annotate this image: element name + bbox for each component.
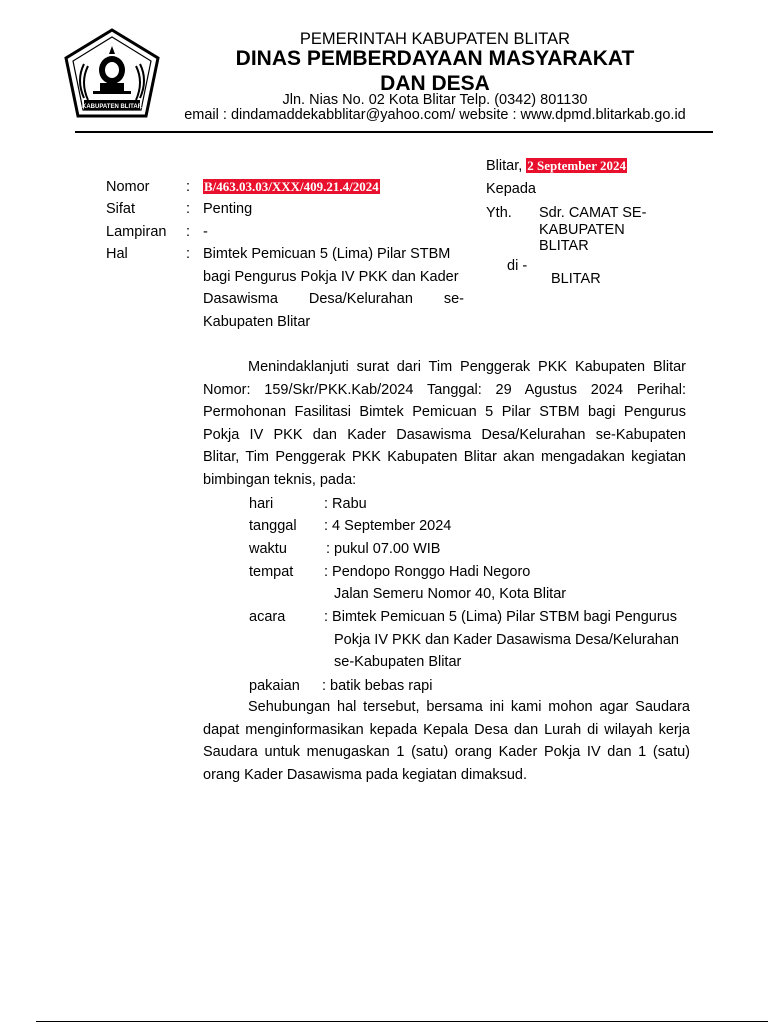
body-paragraph-2	[203, 696, 690, 786]
recipient-name-line: KABUPATEN	[539, 221, 625, 238]
letterhead-contact: email : dindamaddekabblitar@yahoo.com/ website : www.dpmd.blitarkab.go.id	[184, 107, 686, 123]
sifat-label: Sifat	[106, 201, 136, 217]
acara-label: acara	[249, 609, 286, 625]
colon: :	[186, 246, 191, 262]
hal-line: Kabupaten Blitar	[203, 313, 311, 330]
body-line: Saudara untuk menugaskan 1 (satu) orang Kader Pokja IV dan 1 (satu)	[203, 744, 690, 761]
nomor-value	[203, 176, 380, 199]
recipient-name-line: Sdr. CAMAT SE-	[539, 205, 647, 221]
letterhead-agency-line1: DINAS PEMBERDAYAAN MASYARAKAT	[235, 47, 635, 70]
recipient-name-line: BLITAR	[539, 238, 589, 254]
letterhead-government: PEMERINTAH KABUPATEN BLITAR	[299, 30, 571, 48]
nomor-label: Nomor	[106, 179, 150, 195]
letterhead-divider	[75, 131, 713, 133]
body-line: Sehubungan hal tersebut, bersama ini kami mohon agar Saudara	[248, 699, 690, 715]
body-line: bimbingan teknis, pada:	[203, 471, 357, 488]
acara-value-line2: Pokja IV PKK dan Kader Dasawisma Desa/Kelurahan	[334, 632, 679, 648]
body-line: Nomor: 159/Skr/PKK.Kab/2024 Tanggal: 29 Agustus 2024 Perihal:	[203, 381, 686, 398]
letter-date: 2 September 2024	[527, 158, 626, 173]
colon: :	[186, 224, 191, 240]
acara-value: : Bimtek Pemicuan 5 (Lima) Pilar STBM bagi Pengurus	[324, 609, 677, 625]
tanggal-label: tanggal	[249, 518, 297, 534]
letter-number: B/463.03.03/XXX/409.21.4/2024	[204, 179, 379, 194]
body-paragraph-1	[203, 356, 686, 492]
tempat-label: tempat	[249, 564, 294, 580]
waktu-label: waktu	[249, 541, 287, 557]
body-line: orang Kader Dasawisma pada kegiatan dimaksud.	[203, 766, 528, 783]
hari-label: hari	[249, 496, 274, 512]
hari-value: : Rabu	[324, 496, 367, 512]
body-line: Pokja IV PKK dan Kader Dasawisma Desa/Kelurahan se-Kabupaten	[203, 426, 686, 443]
lampiran-label: Lampiran	[106, 224, 167, 240]
date-place: Blitar,	[486, 158, 523, 174]
recipient-di: di -	[507, 258, 528, 274]
hal-value	[203, 243, 464, 333]
tempat-value-line2: Jalan Semeru Nomor 40, Kota Blitar	[334, 586, 567, 602]
pakaian-value: : batik bebas rapi	[322, 678, 433, 694]
tempat-value: : Pendopo Ronggo Hadi Negoro	[324, 564, 531, 580]
acara-value-line3: se-Kabupaten Blitar	[334, 654, 462, 670]
body-line: Permohonan Fasilitasi Bimtek Pemicuan 5 Pilar STBM bagi Pengurus	[203, 404, 686, 421]
date-line	[486, 155, 627, 178]
lampiran-value: -	[203, 224, 208, 240]
body-line: dapat menginformasikan kepada Kepala Desa dan Lurah di wilayah kerja	[203, 721, 690, 738]
sifat-value: Penting	[203, 201, 253, 217]
tanggal-value: : 4 September 2024	[324, 518, 452, 534]
pakaian-label: pakaian	[249, 678, 300, 694]
letterhead-agency	[165, 46, 705, 96]
hal-line: bagi Pengurus Pokja IV PKK dan Kader	[203, 268, 459, 285]
logo-text: KABUPATEN BLITAR	[82, 104, 142, 110]
hal-line: Dasawisma Desa/Kelurahan se-	[203, 291, 464, 307]
recipient-kepada: Kepada	[486, 181, 536, 197]
recipient-name	[539, 205, 646, 255]
body-line: Blitar, Tim Penggerak PKK Kabupaten Blitar akan mengadakan kegiatan	[203, 449, 686, 466]
letterhead-address: Jln. Nias No. 02 Kota Blitar Telp. (0342) 801130	[282, 92, 588, 108]
colon: :	[186, 201, 191, 217]
body-line: Menindaklanjuti surat dari Tim Penggerak PKK Kabupaten Blitar	[248, 359, 686, 375]
page-bottom-line	[36, 1021, 768, 1022]
kabupaten-blitar-emblem-logo	[62, 28, 162, 124]
recipient-yth: Yth.	[486, 205, 512, 221]
hal-line: Bimtek Pemicuan 5 (Lima) Pilar STBM	[203, 246, 451, 262]
hal-label: Hal	[106, 246, 128, 262]
recipient-city: BLITAR	[551, 271, 601, 287]
letterhead-agency-line2: DAN DESA	[380, 72, 490, 95]
waktu-value: : pukul 07.00 WIB	[326, 541, 441, 557]
colon: :	[186, 179, 191, 195]
